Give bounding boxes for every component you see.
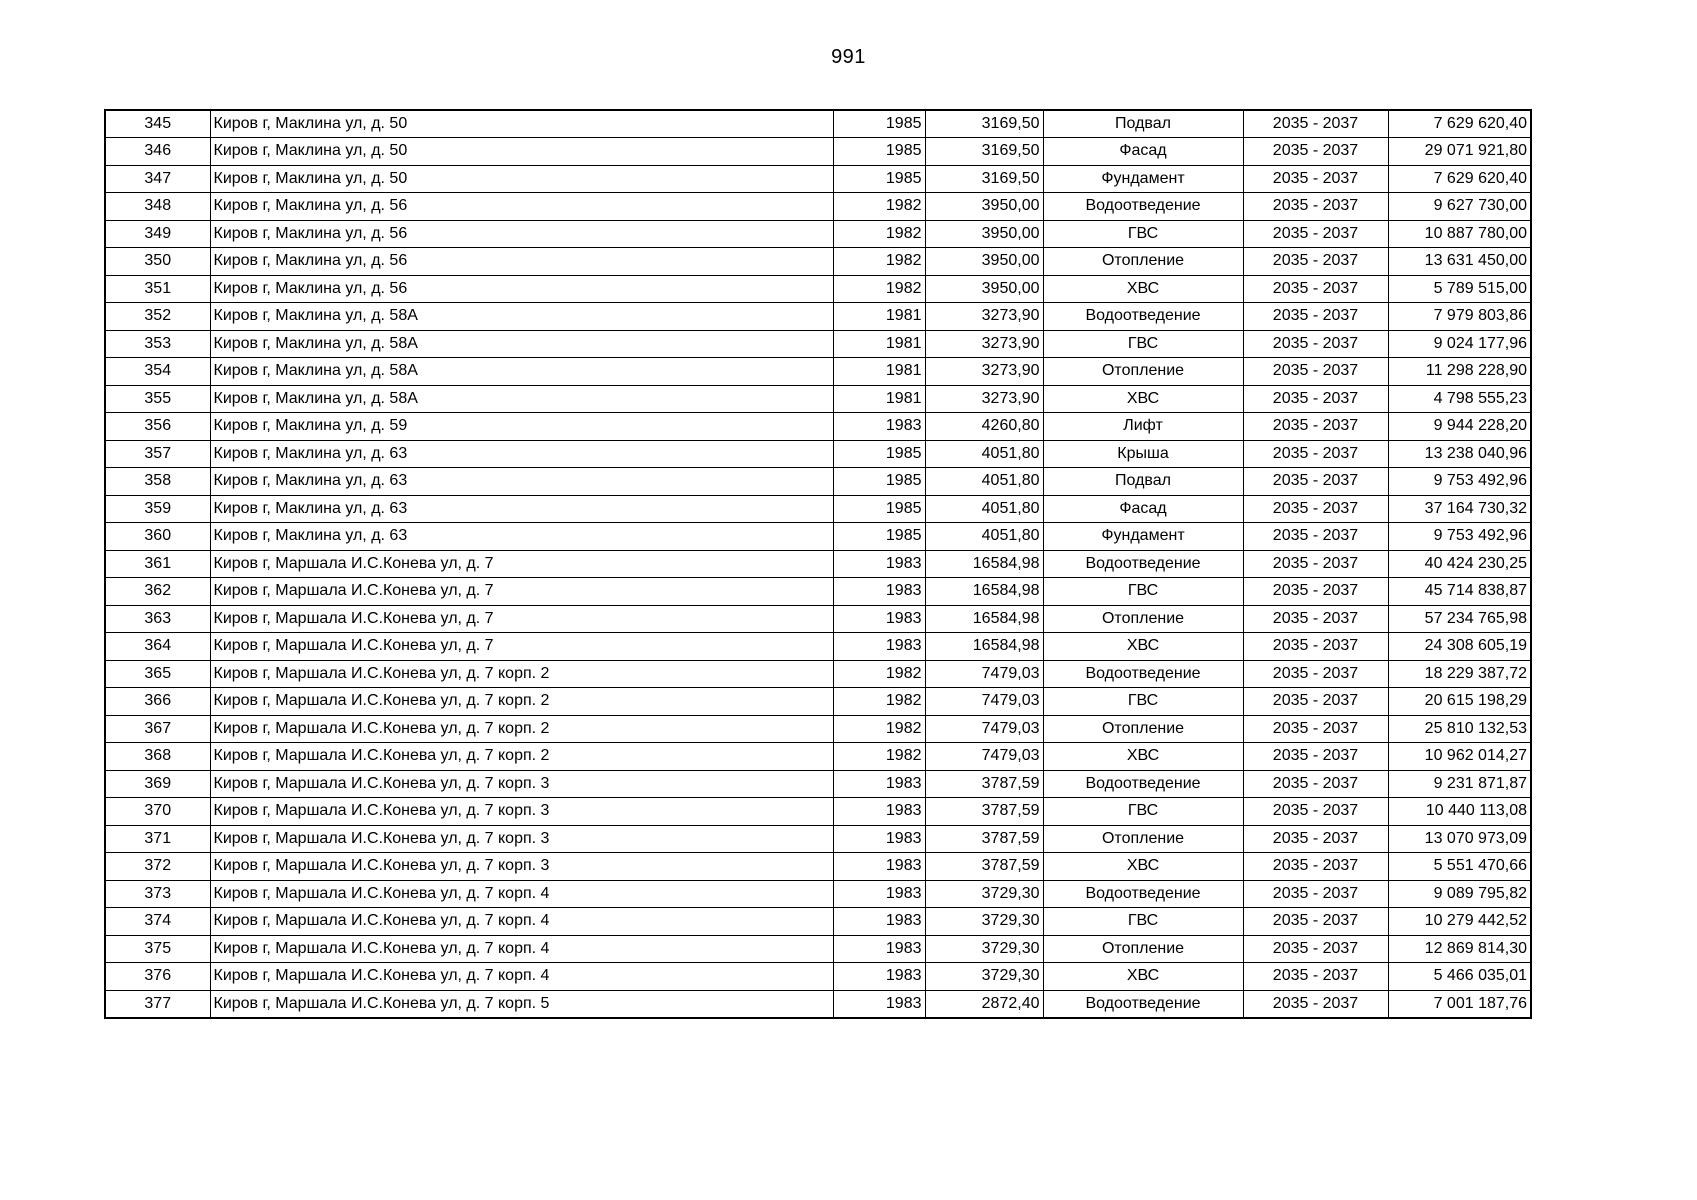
- cost-cell: 45 714 838,87: [1388, 578, 1531, 606]
- row-number-cell: 363: [105, 605, 210, 633]
- row-number-cell: 377: [105, 990, 210, 1018]
- period-cell: 2035 - 2037: [1243, 825, 1388, 853]
- row-number-cell: 355: [105, 385, 210, 413]
- area-cell: 7479,03: [925, 743, 1043, 771]
- address-cell: Киров г, Маклина ул, д. 56: [210, 275, 833, 303]
- address-cell: Киров г, Маклина ул, д. 63: [210, 440, 833, 468]
- build-year-cell: 1985: [833, 495, 925, 523]
- row-number-cell: 353: [105, 330, 210, 358]
- address-cell: Киров г, Маршала И.С.Конева ул, д. 7 корп. 3: [210, 798, 833, 826]
- table-row: [105, 550, 1531, 578]
- build-year-cell: 1982: [833, 248, 925, 276]
- address-cell: Киров г, Маршала И.С.Конева ул, д. 7: [210, 578, 833, 606]
- row-number-cell: 356: [105, 413, 210, 441]
- work-type-cell: Водоотведение: [1043, 550, 1243, 578]
- build-year-cell: 1981: [833, 385, 925, 413]
- cost-cell: 7 629 620,40: [1388, 110, 1531, 138]
- cost-cell: 10 887 780,00: [1388, 220, 1531, 248]
- row-number-cell: 352: [105, 303, 210, 331]
- work-type-cell: Отопление: [1043, 358, 1243, 386]
- work-type-cell: Отопление: [1043, 248, 1243, 276]
- cost-cell: 4 798 555,23: [1388, 385, 1531, 413]
- period-cell: 2035 - 2037: [1243, 715, 1388, 743]
- build-year-cell: 1982: [833, 220, 925, 248]
- area-cell: 4051,80: [925, 468, 1043, 496]
- work-type-cell: ГВС: [1043, 578, 1243, 606]
- cost-cell: 11 298 228,90: [1388, 358, 1531, 386]
- period-cell: 2035 - 2037: [1243, 413, 1388, 441]
- cost-cell: 57 234 765,98: [1388, 605, 1531, 633]
- cost-cell: 24 308 605,19: [1388, 633, 1531, 661]
- period-cell: 2035 - 2037: [1243, 605, 1388, 633]
- period-cell: 2035 - 2037: [1243, 523, 1388, 551]
- table-row: [105, 715, 1531, 743]
- work-type-cell: ГВС: [1043, 798, 1243, 826]
- build-year-cell: 1981: [833, 303, 925, 331]
- row-number-cell: 360: [105, 523, 210, 551]
- cost-cell: 13 631 450,00: [1388, 248, 1531, 276]
- table-row: [105, 633, 1531, 661]
- table-row: [105, 440, 1531, 468]
- address-cell: Киров г, Маклина ул, д. 50: [210, 110, 833, 138]
- area-cell: 4051,80: [925, 440, 1043, 468]
- address-cell: Киров г, Маршала И.С.Конева ул, д. 7 корп. 4: [210, 935, 833, 963]
- period-cell: 2035 - 2037: [1243, 660, 1388, 688]
- address-cell: Киров г, Маклина ул, д. 56: [210, 248, 833, 276]
- area-cell: 4051,80: [925, 495, 1043, 523]
- area-cell: 4051,80: [925, 523, 1043, 551]
- table-row: [105, 358, 1531, 386]
- table-row: [105, 330, 1531, 358]
- build-year-cell: 1983: [833, 853, 925, 881]
- period-cell: 2035 - 2037: [1243, 138, 1388, 166]
- build-year-cell: 1983: [833, 963, 925, 991]
- build-year-cell: 1983: [833, 550, 925, 578]
- build-year-cell: 1983: [833, 633, 925, 661]
- address-cell: Киров г, Маршала И.С.Конева ул, д. 7 корп. 2: [210, 660, 833, 688]
- row-number-cell: 358: [105, 468, 210, 496]
- row-number-cell: 364: [105, 633, 210, 661]
- work-type-cell: ХВС: [1043, 385, 1243, 413]
- table-row: [105, 743, 1531, 771]
- build-year-cell: 1983: [833, 770, 925, 798]
- address-cell: Киров г, Маклина ул, д. 58А: [210, 303, 833, 331]
- cost-cell: 37 164 730,32: [1388, 495, 1531, 523]
- work-type-cell: Отопление: [1043, 935, 1243, 963]
- cost-cell: 7 001 187,76: [1388, 990, 1531, 1018]
- area-cell: 3169,50: [925, 138, 1043, 166]
- table-row: [105, 578, 1531, 606]
- area-cell: 3729,30: [925, 880, 1043, 908]
- build-year-cell: 1982: [833, 660, 925, 688]
- build-year-cell: 1981: [833, 358, 925, 386]
- table-row: [105, 825, 1531, 853]
- area-cell: 16584,98: [925, 550, 1043, 578]
- address-cell: Киров г, Маршала И.С.Конева ул, д. 7 корп. 3: [210, 825, 833, 853]
- table-row: [105, 798, 1531, 826]
- table-row: [105, 248, 1531, 276]
- cost-cell: 9 024 177,96: [1388, 330, 1531, 358]
- table-row: [105, 605, 1531, 633]
- work-type-cell: ГВС: [1043, 220, 1243, 248]
- cost-cell: 10 962 014,27: [1388, 743, 1531, 771]
- work-type-cell: Водоотведение: [1043, 660, 1243, 688]
- area-cell: 3950,00: [925, 220, 1043, 248]
- period-cell: 2035 - 2037: [1243, 963, 1388, 991]
- work-type-cell: Водоотведение: [1043, 193, 1243, 221]
- row-number-cell: 370: [105, 798, 210, 826]
- row-number-cell: 347: [105, 165, 210, 193]
- row-number-cell: 369: [105, 770, 210, 798]
- table-row: [105, 880, 1531, 908]
- period-cell: 2035 - 2037: [1243, 880, 1388, 908]
- address-cell: Киров г, Маршала И.С.Конева ул, д. 7 корп. 2: [210, 715, 833, 743]
- build-year-cell: 1983: [833, 880, 925, 908]
- table-row: [105, 468, 1531, 496]
- area-cell: 3787,59: [925, 798, 1043, 826]
- work-type-cell: Подвал: [1043, 110, 1243, 138]
- period-cell: 2035 - 2037: [1243, 550, 1388, 578]
- cost-cell: 13 070 973,09: [1388, 825, 1531, 853]
- build-year-cell: 1983: [833, 605, 925, 633]
- build-year-cell: 1985: [833, 523, 925, 551]
- page-number: 991: [831, 46, 866, 68]
- table-row: [105, 688, 1531, 716]
- period-cell: 2035 - 2037: [1243, 220, 1388, 248]
- cost-cell: 13 238 040,96: [1388, 440, 1531, 468]
- period-cell: 2035 - 2037: [1243, 358, 1388, 386]
- row-number-cell: 365: [105, 660, 210, 688]
- row-number-cell: 354: [105, 358, 210, 386]
- cost-cell: 9 627 730,00: [1388, 193, 1531, 221]
- work-type-cell: Фундамент: [1043, 523, 1243, 551]
- period-cell: 2035 - 2037: [1243, 110, 1388, 138]
- row-number-cell: 351: [105, 275, 210, 303]
- build-year-cell: 1982: [833, 275, 925, 303]
- address-cell: Киров г, Маклина ул, д. 58А: [210, 330, 833, 358]
- row-number-cell: 362: [105, 578, 210, 606]
- build-year-cell: 1981: [833, 330, 925, 358]
- address-cell: Киров г, Маклина ул, д. 63: [210, 468, 833, 496]
- work-type-cell: ГВС: [1043, 908, 1243, 936]
- area-cell: 16584,98: [925, 605, 1043, 633]
- row-number-cell: 361: [105, 550, 210, 578]
- build-year-cell: 1985: [833, 440, 925, 468]
- cost-cell: 5 466 035,01: [1388, 963, 1531, 991]
- work-type-cell: Водоотведение: [1043, 880, 1243, 908]
- address-cell: Киров г, Маклина ул, д. 58А: [210, 385, 833, 413]
- area-cell: 16584,98: [925, 578, 1043, 606]
- address-cell: Киров г, Маклина ул, д. 59: [210, 413, 833, 441]
- address-cell: Киров г, Маршала И.С.Конева ул, д. 7 корп. 2: [210, 688, 833, 716]
- area-cell: 3729,30: [925, 963, 1043, 991]
- table-row: [105, 660, 1531, 688]
- cost-cell: 9 089 795,82: [1388, 880, 1531, 908]
- area-cell: 3729,30: [925, 908, 1043, 936]
- address-cell: Киров г, Маршала И.С.Конева ул, д. 7 корп. 4: [210, 880, 833, 908]
- area-cell: 7479,03: [925, 688, 1043, 716]
- period-cell: 2035 - 2037: [1243, 193, 1388, 221]
- work-type-cell: Подвал: [1043, 468, 1243, 496]
- table-row: [105, 935, 1531, 963]
- address-cell: Киров г, Маклина ул, д. 58А: [210, 358, 833, 386]
- period-cell: 2035 - 2037: [1243, 440, 1388, 468]
- table-row: [105, 193, 1531, 221]
- work-type-cell: Водоотведение: [1043, 303, 1243, 331]
- repair-schedule-table: [104, 109, 1532, 1019]
- period-cell: 2035 - 2037: [1243, 303, 1388, 331]
- work-type-cell: ГВС: [1043, 688, 1243, 716]
- row-number-cell: 372: [105, 853, 210, 881]
- table-row: [105, 523, 1531, 551]
- period-cell: 2035 - 2037: [1243, 495, 1388, 523]
- cost-cell: 5 551 470,66: [1388, 853, 1531, 881]
- table-row: [105, 770, 1531, 798]
- area-cell: 7479,03: [925, 660, 1043, 688]
- row-number-cell: 348: [105, 193, 210, 221]
- area-cell: 3950,00: [925, 248, 1043, 276]
- build-year-cell: 1985: [833, 165, 925, 193]
- period-cell: 2035 - 2037: [1243, 770, 1388, 798]
- work-type-cell: Водоотведение: [1043, 770, 1243, 798]
- work-type-cell: Водоотведение: [1043, 990, 1243, 1018]
- period-cell: 2035 - 2037: [1243, 248, 1388, 276]
- work-type-cell: ХВС: [1043, 275, 1243, 303]
- table-row: [105, 990, 1531, 1018]
- cost-cell: 9 753 492,96: [1388, 523, 1531, 551]
- cost-cell: 10 440 113,08: [1388, 798, 1531, 826]
- cost-cell: 7 979 803,86: [1388, 303, 1531, 331]
- table-row: [105, 165, 1531, 193]
- work-type-cell: Фасад: [1043, 138, 1243, 166]
- row-number-cell: 366: [105, 688, 210, 716]
- work-type-cell: Лифт: [1043, 413, 1243, 441]
- table-row: [105, 413, 1531, 441]
- area-cell: 7479,03: [925, 715, 1043, 743]
- work-type-cell: Отопление: [1043, 825, 1243, 853]
- build-year-cell: 1983: [833, 825, 925, 853]
- area-cell: 3950,00: [925, 275, 1043, 303]
- area-cell: 3787,59: [925, 770, 1043, 798]
- cost-cell: 40 424 230,25: [1388, 550, 1531, 578]
- address-cell: Киров г, Маршала И.С.Конева ул, д. 7 корп. 5: [210, 990, 833, 1018]
- row-number-cell: 345: [105, 110, 210, 138]
- area-cell: 3273,90: [925, 358, 1043, 386]
- area-cell: 3950,00: [925, 193, 1043, 221]
- period-cell: 2035 - 2037: [1243, 633, 1388, 661]
- period-cell: 2035 - 2037: [1243, 330, 1388, 358]
- table-row: [105, 275, 1531, 303]
- period-cell: 2035 - 2037: [1243, 385, 1388, 413]
- area-cell: 3787,59: [925, 825, 1043, 853]
- row-number-cell: 359: [105, 495, 210, 523]
- cost-cell: 5 789 515,00: [1388, 275, 1531, 303]
- area-cell: 3273,90: [925, 330, 1043, 358]
- work-type-cell: ХВС: [1043, 853, 1243, 881]
- area-cell: 3729,30: [925, 935, 1043, 963]
- cost-cell: 7 629 620,40: [1388, 165, 1531, 193]
- period-cell: 2035 - 2037: [1243, 908, 1388, 936]
- table-row: [105, 138, 1531, 166]
- area-cell: 2872,40: [925, 990, 1043, 1018]
- period-cell: 2035 - 2037: [1243, 743, 1388, 771]
- row-number-cell: 376: [105, 963, 210, 991]
- area-cell: 16584,98: [925, 633, 1043, 661]
- table-row: [105, 908, 1531, 936]
- address-cell: Киров г, Маклина ул, д. 50: [210, 138, 833, 166]
- address-cell: Киров г, Маклина ул, д. 56: [210, 193, 833, 221]
- table-row: [105, 110, 1531, 138]
- period-cell: 2035 - 2037: [1243, 935, 1388, 963]
- row-number-cell: 374: [105, 908, 210, 936]
- cost-cell: 9 753 492,96: [1388, 468, 1531, 496]
- address-cell: Киров г, Маршала И.С.Конева ул, д. 7 корп. 3: [210, 853, 833, 881]
- period-cell: 2035 - 2037: [1243, 688, 1388, 716]
- build-year-cell: 1983: [833, 935, 925, 963]
- row-number-cell: 367: [105, 715, 210, 743]
- cost-cell: 9 231 871,87: [1388, 770, 1531, 798]
- build-year-cell: 1985: [833, 138, 925, 166]
- build-year-cell: 1982: [833, 743, 925, 771]
- address-cell: Киров г, Маклина ул, д. 50: [210, 165, 833, 193]
- address-cell: Киров г, Маршала И.С.Конева ул, д. 7 корп. 4: [210, 908, 833, 936]
- table-row: [105, 385, 1531, 413]
- period-cell: 2035 - 2037: [1243, 578, 1388, 606]
- cost-cell: 12 869 814,30: [1388, 935, 1531, 963]
- table-body: [105, 110, 1531, 1018]
- row-number-cell: 349: [105, 220, 210, 248]
- build-year-cell: 1983: [833, 578, 925, 606]
- address-cell: Киров г, Маршала И.С.Конева ул, д. 7 корп. 4: [210, 963, 833, 991]
- row-number-cell: 373: [105, 880, 210, 908]
- address-cell: Киров г, Маклина ул, д. 63: [210, 523, 833, 551]
- table-row: [105, 303, 1531, 331]
- table-row: [105, 963, 1531, 991]
- cost-cell: 18 229 387,72: [1388, 660, 1531, 688]
- area-cell: 3169,50: [925, 165, 1043, 193]
- build-year-cell: 1982: [833, 688, 925, 716]
- table-row: [105, 853, 1531, 881]
- work-type-cell: Фасад: [1043, 495, 1243, 523]
- build-year-cell: 1982: [833, 193, 925, 221]
- area-cell: 3169,50: [925, 110, 1043, 138]
- address-cell: Киров г, Маршала И.С.Конева ул, д. 7: [210, 550, 833, 578]
- cost-cell: 20 615 198,29: [1388, 688, 1531, 716]
- area-cell: 3273,90: [925, 303, 1043, 331]
- work-type-cell: Фундамент: [1043, 165, 1243, 193]
- row-number-cell: 350: [105, 248, 210, 276]
- work-type-cell: Крыша: [1043, 440, 1243, 468]
- build-year-cell: 1983: [833, 990, 925, 1018]
- work-type-cell: ХВС: [1043, 633, 1243, 661]
- area-cell: 3273,90: [925, 385, 1043, 413]
- row-number-cell: 346: [105, 138, 210, 166]
- row-number-cell: 357: [105, 440, 210, 468]
- period-cell: 2035 - 2037: [1243, 165, 1388, 193]
- area-cell: 3787,59: [925, 853, 1043, 881]
- table-row: [105, 220, 1531, 248]
- cost-cell: 25 810 132,53: [1388, 715, 1531, 743]
- build-year-cell: 1983: [833, 908, 925, 936]
- address-cell: Киров г, Маршала И.С.Конева ул, д. 7: [210, 633, 833, 661]
- work-type-cell: ХВС: [1043, 743, 1243, 771]
- period-cell: 2035 - 2037: [1243, 853, 1388, 881]
- address-cell: Киров г, Маршала И.С.Конева ул, д. 7: [210, 605, 833, 633]
- row-number-cell: 368: [105, 743, 210, 771]
- work-type-cell: Отопление: [1043, 715, 1243, 743]
- build-year-cell: 1983: [833, 798, 925, 826]
- address-cell: Киров г, Маршала И.С.Конева ул, д. 7 корп. 2: [210, 743, 833, 771]
- cost-cell: 9 944 228,20: [1388, 413, 1531, 441]
- address-cell: Киров г, Маклина ул, д. 63: [210, 495, 833, 523]
- work-type-cell: ХВС: [1043, 963, 1243, 991]
- table-row: [105, 495, 1531, 523]
- work-type-cell: ГВС: [1043, 330, 1243, 358]
- period-cell: 2035 - 2037: [1243, 798, 1388, 826]
- work-type-cell: Отопление: [1043, 605, 1243, 633]
- build-year-cell: 1982: [833, 715, 925, 743]
- build-year-cell: 1985: [833, 468, 925, 496]
- build-year-cell: 1983: [833, 413, 925, 441]
- address-cell: Киров г, Маршала И.С.Конева ул, д. 7 корп. 3: [210, 770, 833, 798]
- period-cell: 2035 - 2037: [1243, 990, 1388, 1018]
- period-cell: 2035 - 2037: [1243, 275, 1388, 303]
- row-number-cell: 375: [105, 935, 210, 963]
- cost-cell: 10 279 442,52: [1388, 908, 1531, 936]
- address-cell: Киров г, Маклина ул, д. 56: [210, 220, 833, 248]
- build-year-cell: 1985: [833, 110, 925, 138]
- cost-cell: 29 071 921,80: [1388, 138, 1531, 166]
- row-number-cell: 371: [105, 825, 210, 853]
- area-cell: 4260,80: [925, 413, 1043, 441]
- period-cell: 2035 - 2037: [1243, 468, 1388, 496]
